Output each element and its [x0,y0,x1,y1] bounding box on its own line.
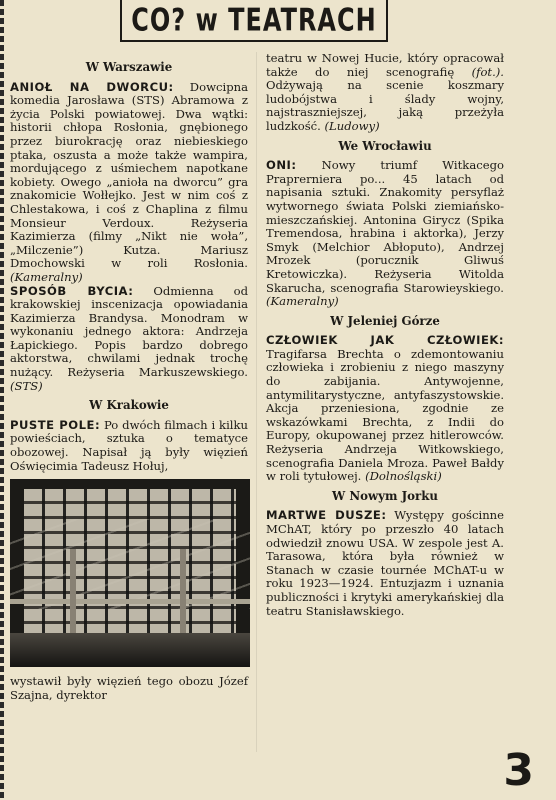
left-edge-rule [0,0,4,800]
review-body: Nowy triumf Witkacego Praprernierа po... 45 latach od napisania sztuki. Znakomity persyflaż wytwornego świata Polski ziemiańsko-mieszczańskiej. Antonina Girycz (Spika Tremendosa, hrabina i aktorka), Jerzy Smyk (Melchior Abłoputo), Andrzej Mrozek (porucznik Gliwuś Kretowiczka). Reżyseria Witolda Skarucha, scenografia Starowieyskiego. [266,158,504,295]
review-title: PUSTE POLE: [10,417,101,432]
review-oni [266,159,504,309]
section-header [120,0,388,42]
city-heading-new-york: W Nowym Jorku [331,488,439,503]
section-title: CO? w TEATRACH [131,1,377,39]
city-heading-warsaw: W Warszawie [85,60,173,74]
review-title: CZŁOWIEK JAK CZŁOWIEK: [266,333,504,348]
theatre-name: (Ludowy) [324,118,380,133]
review-sposob-bycia [10,285,248,394]
review-martwe-dusze [266,509,504,618]
photo-note: (fot.). [471,64,504,79]
theatre-name: (STS) [10,378,43,393]
review-puste-pole-continued-2 [266,52,504,134]
review-body: Odżywają na scenie koszmary ludobójstwa i ślady wojny, najstraszniejszej, jaką przeżyła ludzkość. [266,78,504,133]
review-puste-pole-continued: wystawił były więzień tego obozu Józef Szajna, dyrektor [10,674,248,702]
review-title: SPOSÓB BYCIA: [10,283,134,298]
page-number: 3 [503,745,534,796]
theatre-name: (Kameralny) [266,294,339,309]
review-title: ONI: [266,158,297,173]
city-heading-krakow: W Krakowie [89,398,169,413]
review-body: teatru w Nowej Hucie, który opracował także do niej scenografię [266,51,504,79]
theatre-name: (Dolnośląski) [365,469,442,484]
review-aniol-na-dworcu [10,81,248,285]
review-title: MARTWE DUSZE: [266,508,387,523]
stage-photo [10,479,250,667]
theatre-name: (Kameralny) [10,269,83,284]
left-column [10,55,248,702]
right-column [266,52,504,618]
review-puste-pole [10,419,248,473]
review-body: Dowcipna komedia Jarosława (STS) Abramowa z życia Polski powiatowej. Dwa wątki: historii chłopa Rosłonia, gnębionego przez biurokrację oraz niebieskiego ptaka, oszusta a może także wampira, mordującego z uśmiechem napotkane kobiety. Owego „anioła na dworcu” gra znakomicie Wołłejko. Jest w nim coś z Chlestakowa, i coś z Chaplina z filmu Monsieur Verdoux. Reżyseria Kazimierza (filmy „Nikt nie woła”, „Milczenie”) Kutza. Mariusz Dmochowski w roli Rosłonia. [10,79,248,271]
review-title: ANIOŁ NA DWORCU: [10,79,174,94]
review-body: Występy gościnne MChAT, który po przeszło 40 latach odwiedził znowu USA. W zespole jest A. Tarasowa, która była również w Stanach w czasie tournée MChAT-u w roku 1923—1924. Entuzjazm i uznania publiczności i krytyki amerykańskiej dla teatru Stanisławskiego. [266,508,505,618]
review-czlowiek-jak-czlowiek [266,334,504,484]
photo-wire-pattern [10,519,250,609]
photo-rail [10,599,250,604]
photo-ground [10,633,250,667]
review-body: Po dwóch filmach i kilku powieściach, sztuka o tematyce obozowej. Napisał ją były więzień Oświęcimia Tadeusz Hołuj, [10,417,248,473]
review-body: Odmienna od krakowskiej inscenizacja opowiadania Kazimierza Brandysa. Monodram w wykonaniu jednego aktora: Andrzeja Łapickiego. Popis bardzo dobrego aktorstwa, chwilami jednak trochę nużący. Reżyseria Markuszewskiego. [10,283,248,380]
review-body: Tragifarsa Brechta o zdemontowaniu człowieka i zrobieniu z niego maszyny do zabijania. Antywojenne, antymilitarystyczne, antyfaszystowskie. Akcja przeniesiona, zgodnie ze wskazówkami Brechta, z Indii do Europy, okupowanej przez hitlerowców. Reżyseria Andrzeja Witkowskiego, scenografia Daniela Mroza. Paweł Bałdy w roli tytułowej. [266,346,504,484]
city-heading-jelenia-gora: W Jeleniej Górze [330,313,440,328]
column-divider [256,52,257,752]
city-heading-wroclaw: We Wrocławiu [338,138,432,153]
